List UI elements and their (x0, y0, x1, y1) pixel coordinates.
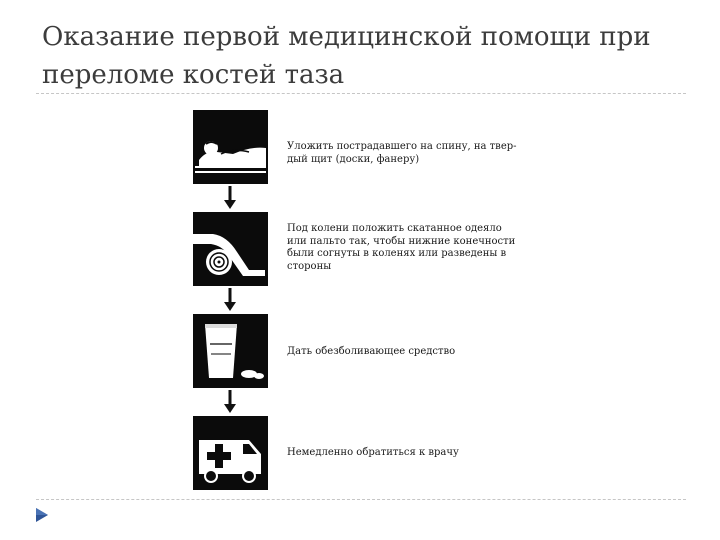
step-3-illustration (193, 314, 268, 388)
glass-and-pill-icon (193, 314, 268, 388)
title-divider (36, 93, 686, 94)
footer-divider (36, 499, 686, 500)
arrow-down-icon (224, 288, 236, 312)
slide-title-line-1: Оказание первой медицинской помощи при (42, 22, 651, 52)
rolled-blanket-icon (193, 212, 268, 286)
step-2-illustration (193, 212, 268, 286)
ambulance-icon (193, 416, 268, 490)
step-1-text: Уложить пострадавшего на спину, на твер- дый щит (доски, фанеру) (287, 141, 517, 165)
step-1-illustration (193, 110, 268, 184)
step-3-text: Дать обезболивающее средство (287, 346, 456, 357)
patient-lying-icon (193, 110, 268, 184)
arrow-down-icon (224, 390, 236, 414)
slide-title (42, 18, 682, 94)
triangle-bullet-icon (34, 507, 50, 523)
step-4-illustration (193, 416, 268, 490)
step-4-text: Немедленно обратиться к врачу (287, 447, 459, 458)
slide-title-line-2: переломе костей таза (42, 60, 345, 90)
step-2-text: Под колени положить скатанное одеяло или пальто так, чтобы нижние конечности были согнуты в коленях или разведены в стороны (287, 223, 516, 272)
arrow-down-icon (224, 186, 236, 210)
